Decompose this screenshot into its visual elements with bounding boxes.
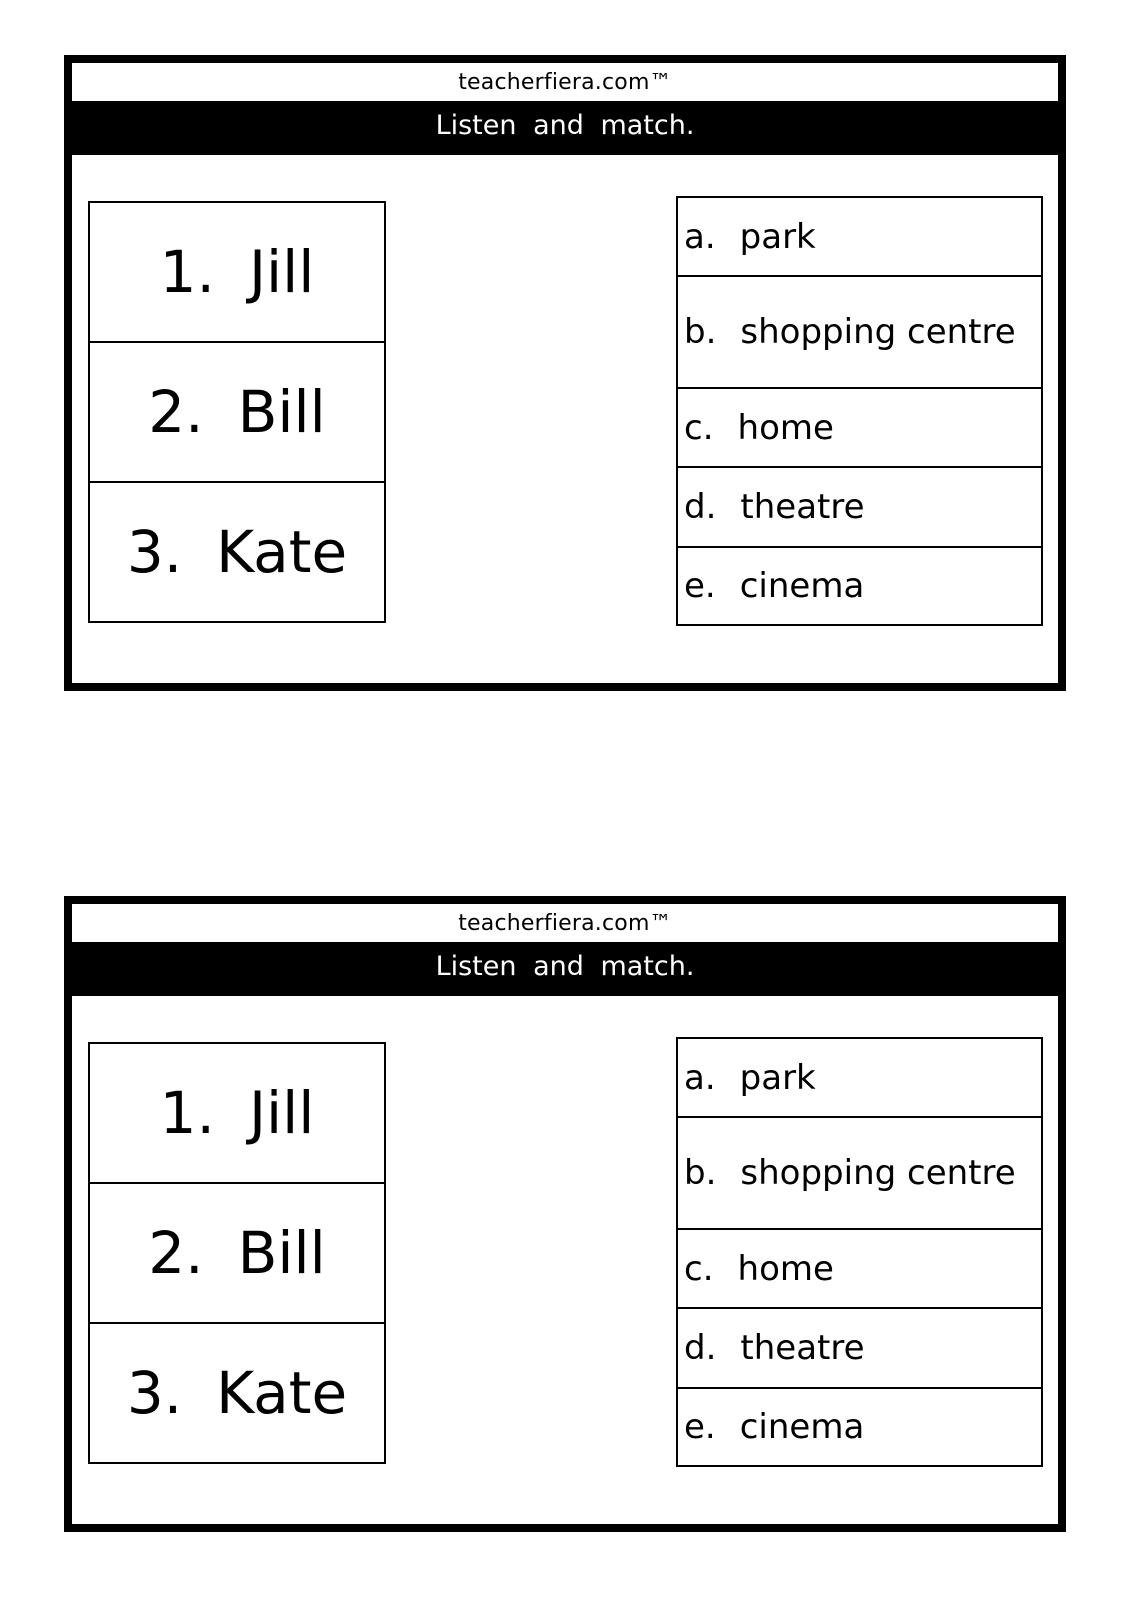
- name-label: Kate: [216, 518, 348, 586]
- places-column: [676, 1037, 1043, 1467]
- place-item-theatre: [678, 468, 1041, 548]
- place-item-cinema: [678, 1389, 1041, 1465]
- place-label: home: [737, 1248, 834, 1289]
- name-label: Jill: [248, 1079, 315, 1147]
- place-letter: d.: [684, 1328, 717, 1368]
- name-number: 3.: [126, 518, 183, 586]
- place-item-shopping-centre: [678, 1118, 1041, 1230]
- name-label: Bill: [237, 1219, 326, 1287]
- place-label: shopping centre: [740, 1153, 1016, 1193]
- name-label: Jill: [248, 238, 315, 306]
- name-item-kate: [90, 1324, 384, 1462]
- name-number: 3.: [126, 1359, 183, 1427]
- place-label: park: [739, 1057, 816, 1098]
- place-letter: e.: [684, 1407, 716, 1447]
- name-item-bill: [90, 1184, 384, 1324]
- names-column: [88, 1042, 386, 1464]
- place-item-home: [678, 1230, 1041, 1309]
- place-item-home: [678, 389, 1041, 468]
- place-letter: c.: [684, 1248, 714, 1289]
- place-letter: b.: [684, 1153, 717, 1193]
- names-column: [88, 201, 386, 623]
- place-item-shopping-centre: [678, 277, 1041, 389]
- brand-label: teacherfiera.com™: [458, 70, 672, 95]
- places-column: [676, 196, 1043, 626]
- brand-label: teacherfiera.com™: [458, 911, 672, 936]
- name-number: 2.: [148, 378, 204, 446]
- name-number: 1.: [159, 238, 215, 306]
- place-label: home: [737, 407, 834, 448]
- name-label: Kate: [216, 1359, 348, 1427]
- place-item-theatre: [678, 1309, 1041, 1389]
- name-item-jill: [90, 203, 384, 343]
- place-letter: a.: [684, 216, 716, 257]
- name-item-jill: [90, 1044, 384, 1184]
- place-label: cinema: [739, 1407, 865, 1447]
- name-number: 2.: [148, 1219, 204, 1287]
- worksheet-card-1: [64, 55, 1066, 691]
- name-item-kate: [90, 483, 384, 621]
- place-letter: e.: [684, 566, 716, 606]
- place-label: shopping centre: [740, 312, 1016, 352]
- place-label: theatre: [740, 487, 865, 527]
- place-label: theatre: [740, 1328, 865, 1368]
- name-number: 1.: [159, 1079, 215, 1147]
- place-item-cinema: [678, 548, 1041, 624]
- place-letter: c.: [684, 407, 714, 448]
- place-item-park: [678, 1039, 1041, 1118]
- place-item-park: [678, 198, 1041, 277]
- place-letter: a.: [684, 1057, 716, 1098]
- name-item-bill: [90, 343, 384, 483]
- place-label: park: [739, 216, 816, 257]
- name-label: Bill: [237, 378, 326, 446]
- instruction-title: Listen and match.: [72, 942, 1058, 996]
- instruction-title: Listen and match.: [72, 101, 1058, 155]
- place-letter: b.: [684, 312, 717, 352]
- worksheet-card-2: [64, 896, 1066, 1532]
- place-letter: d.: [684, 487, 717, 527]
- place-label: cinema: [739, 566, 865, 606]
